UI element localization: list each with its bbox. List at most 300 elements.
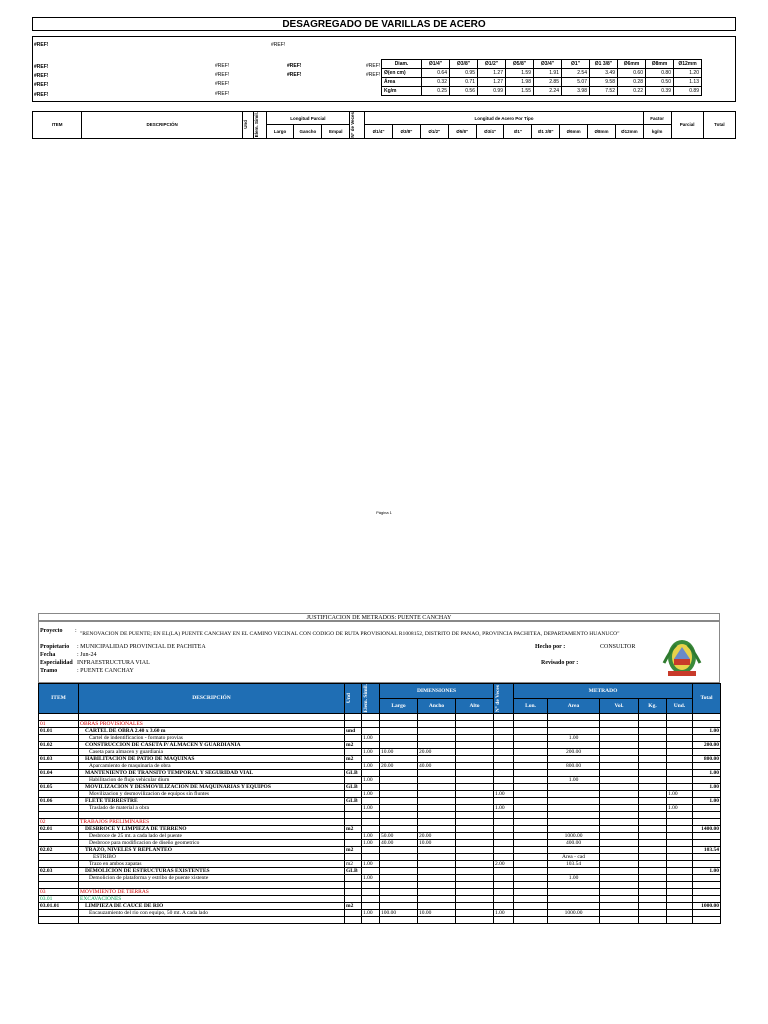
cell-elem <box>362 713 380 720</box>
cell-vol <box>600 825 639 832</box>
cell-alto <box>456 874 494 881</box>
cell-item <box>39 853 79 860</box>
cell-desc: EXCAVACIONES <box>79 895 345 902</box>
cell-und <box>345 909 362 916</box>
cell-veces <box>494 741 514 748</box>
cell-ancho <box>418 797 456 804</box>
cell-vol <box>600 888 639 895</box>
cell-vol <box>600 839 639 846</box>
cell-und2 <box>667 762 693 769</box>
col-longitud-parcial: Longitud Parcial <box>266 112 350 125</box>
col-kg: Kg. <box>639 698 667 713</box>
cell-veces <box>494 783 514 790</box>
cell-veces <box>494 769 514 776</box>
diameter-row <box>382 69 702 78</box>
cell-veces <box>494 881 514 888</box>
header-cell: Ø1" <box>562 60 590 69</box>
col-tipo: Ø8mm <box>588 125 616 138</box>
cell-und2 <box>667 727 693 734</box>
cell-ancho <box>418 804 456 811</box>
cell-veces <box>494 748 514 755</box>
header-cell: Diam. <box>382 60 422 69</box>
cell-item: 01.02 <box>39 741 79 748</box>
cell-kg <box>639 853 667 860</box>
value-cell: 9.58 <box>590 78 618 87</box>
cell-alto <box>456 867 494 874</box>
cell-item <box>39 762 79 769</box>
cell-vol <box>600 811 639 818</box>
cell-area <box>548 720 600 727</box>
ref-cell: #REF! <box>34 92 49 98</box>
value-cell: 1.55 <box>506 87 534 96</box>
cell-item: 01.01 <box>39 727 79 734</box>
value-cell: 0.99 <box>478 87 506 96</box>
cell-und <box>345 832 362 839</box>
cell-kg <box>639 846 667 853</box>
cell-und: GLB <box>345 769 362 776</box>
cell-kg <box>639 748 667 755</box>
cell-ancho: 10.00 <box>418 839 456 846</box>
cell-elem <box>362 720 380 727</box>
cell-desc: TRAZO, NIVELES Y REPLANTEO <box>79 846 345 853</box>
cell-und2 <box>667 769 693 776</box>
cell-und2 <box>667 853 693 860</box>
cell-und: m2 <box>345 860 362 867</box>
cell-total <box>693 874 721 881</box>
cell-item: 02 <box>39 818 79 825</box>
cell-lon <box>514 853 548 860</box>
cell-elem: 1.00 <box>362 762 380 769</box>
cell-und <box>345 874 362 881</box>
header-cell: Ø5/8" <box>506 60 534 69</box>
cell-ancho <box>418 776 456 783</box>
value-cell: 0.25 <box>422 87 450 96</box>
cell-elem <box>362 825 380 832</box>
cell-alto <box>456 762 494 769</box>
cell-und2 <box>667 888 693 895</box>
cell-und <box>345 888 362 895</box>
cell-kg <box>639 720 667 727</box>
cell-elem: 1.00 <box>362 874 380 881</box>
cell-area <box>548 846 600 853</box>
cell-desc: Encauzamiento del rio con equipo, 50 mt. A cada lado <box>79 909 345 916</box>
cell-lon <box>514 734 548 741</box>
cell-ancho <box>418 741 456 748</box>
col-gancho: Gancho <box>294 125 322 138</box>
header-cell: Ø1 3/8" <box>590 60 618 69</box>
ref-cell: #REF! <box>215 91 230 97</box>
cell-desc: MANTENIENTO DE TRANSITO TEMPORAL Y SEGURIDAD VIAL <box>79 769 345 776</box>
col-largo: Largo <box>380 698 418 713</box>
col-und <box>243 112 254 139</box>
cell-elem: 1.00 <box>362 790 380 797</box>
cell-vol <box>600 909 639 916</box>
table-row <box>39 818 721 825</box>
cell-largo <box>380 825 418 832</box>
col-kgm: kg/m <box>643 125 671 138</box>
especialidad-value: INFRAESTRUCTURA VIAL <box>77 660 150 666</box>
cell-und2 <box>667 860 693 867</box>
col-longitud-tipo: Longitud de Acero Por Tipo <box>365 112 644 125</box>
cell-und2 <box>667 755 693 762</box>
cell-elem <box>362 797 380 804</box>
cell-und2 <box>667 895 693 902</box>
cell-area <box>548 825 600 832</box>
cell-und2 <box>667 797 693 804</box>
cell-total <box>693 720 721 727</box>
cell-und2 <box>667 748 693 755</box>
cell-und: m2 <box>345 825 362 832</box>
cell-veces <box>494 902 514 909</box>
cell-kg <box>639 818 667 825</box>
cell-total: 200.00 <box>693 741 721 748</box>
cell-item: 02.02 <box>39 846 79 853</box>
cell-lon <box>514 909 548 916</box>
cell-item <box>39 734 79 741</box>
cell-und2 <box>667 825 693 832</box>
cell-ancho <box>418 916 456 923</box>
col-tipo: Ø1/2" <box>420 125 448 138</box>
col-tipo: Ø1 3/8" <box>532 125 560 138</box>
cell-area: 1.00 <box>548 776 600 783</box>
cell-alto <box>456 853 494 860</box>
cell-und <box>345 818 362 825</box>
propietario-value: : MUNICIPALIDAD PROVINCIAL DE PACHITEA <box>77 644 206 650</box>
diameter-table <box>381 59 702 96</box>
cell-vol <box>600 874 639 881</box>
cell-und2 <box>667 811 693 818</box>
cell-item <box>39 909 79 916</box>
cell-vol <box>600 846 639 853</box>
cell-und2 <box>667 720 693 727</box>
cell-kg <box>639 860 667 867</box>
cell-total <box>693 713 721 720</box>
cell-vol <box>600 832 639 839</box>
col-vol: Vol. <box>600 698 639 713</box>
cell-item <box>39 874 79 881</box>
revisado-por-label: Revisado por : <box>541 660 579 666</box>
table-row <box>39 776 721 783</box>
cell-item: 01 <box>39 720 79 727</box>
cell-vol <box>600 818 639 825</box>
proyecto-label: Proyecto <box>40 628 63 634</box>
cell-desc: Habilitacion de flujo vehicular diurn <box>79 776 345 783</box>
value-cell: 0.39 <box>646 87 674 96</box>
cell-und2 <box>667 783 693 790</box>
cell-largo <box>380 797 418 804</box>
ref-cell: #REF! <box>271 42 286 48</box>
cell-ancho <box>418 846 456 853</box>
cell-und2 <box>667 846 693 853</box>
und-label: Und <box>243 120 249 130</box>
cell-area: 1.00 <box>548 874 600 881</box>
cell-und <box>345 734 362 741</box>
table-row <box>39 790 721 797</box>
col-alto: Alto <box>456 698 494 713</box>
cell-total <box>693 832 721 839</box>
cell-largo <box>380 720 418 727</box>
cell-area <box>548 755 600 762</box>
colon: : <box>75 628 77 634</box>
cell-area <box>548 797 600 804</box>
cell-kg <box>639 916 667 923</box>
cell-vol <box>600 727 639 734</box>
rebar-header-table <box>32 111 736 139</box>
cell-item <box>39 776 79 783</box>
cell-desc <box>79 881 345 888</box>
cell-area <box>548 916 600 923</box>
cell-lon <box>514 811 548 818</box>
cell-kg <box>639 727 667 734</box>
cell-und <box>345 853 362 860</box>
table-row <box>39 748 721 755</box>
cell-area: 1000.00 <box>548 832 600 839</box>
header-cell: Ø1/4" <box>422 60 450 69</box>
table-row <box>39 734 721 741</box>
cell-total <box>693 776 721 783</box>
cell-vol <box>600 804 639 811</box>
cell-und2 <box>667 832 693 839</box>
cell-desc <box>79 713 345 720</box>
cell-und2: 1.00 <box>667 804 693 811</box>
cell-lon <box>514 881 548 888</box>
col-factor: Factor <box>643 112 671 125</box>
cell-elem: 1.00 <box>362 804 380 811</box>
header-cell: Ø1/2" <box>478 60 506 69</box>
cell-ancho <box>418 867 456 874</box>
cell-und: m2 <box>345 846 362 853</box>
cell-total <box>693 818 721 825</box>
cell-elem: 1.00 <box>362 839 380 846</box>
value-cell: 1.20 <box>674 69 702 78</box>
cell-total: 1.00 <box>693 783 721 790</box>
col-parcial: Parcial <box>671 112 703 139</box>
cell-desc: Movilizacion y desmovilizacion de equipos sin fluntes <box>79 790 345 797</box>
cell-largo: 100.00 <box>380 909 418 916</box>
row-label: Área <box>382 78 422 87</box>
cell-ancho <box>418 881 456 888</box>
cell-largo <box>380 895 418 902</box>
cell-largo <box>380 860 418 867</box>
cell-vol <box>600 860 639 867</box>
cell-largo <box>380 888 418 895</box>
cell-veces <box>494 797 514 804</box>
cell-area <box>548 790 600 797</box>
cell-largo: 50.00 <box>380 832 418 839</box>
cell-item: 02.01 <box>39 825 79 832</box>
cell-total <box>693 804 721 811</box>
value-cell: 3.98 <box>562 87 590 96</box>
ref-cell: #REF! <box>287 72 302 78</box>
col-elem-simil <box>362 684 380 714</box>
cell-veces: 1.00 <box>494 909 514 916</box>
cell-desc: ESTRIBO <box>79 853 345 860</box>
cell-und <box>345 713 362 720</box>
value-cell: 2.54 <box>562 69 590 78</box>
metrados-table <box>38 683 721 924</box>
cell-vol <box>600 783 639 790</box>
cell-veces <box>494 818 514 825</box>
cell-ancho <box>418 888 456 895</box>
col-tipo: Ø3/4" <box>476 125 504 138</box>
cell-vol <box>600 776 639 783</box>
col-tipo: Ø1/4" <box>365 125 393 138</box>
cell-und <box>345 839 362 846</box>
cell-elem: 1.00 <box>362 860 380 867</box>
cell-ancho <box>418 727 456 734</box>
cell-kg <box>639 902 667 909</box>
cell-elem: 1.00 <box>362 909 380 916</box>
cell-item <box>39 860 79 867</box>
cell-lon <box>514 888 548 895</box>
header-cell: Ø3/4" <box>534 60 562 69</box>
cell-vol <box>600 762 639 769</box>
propietario-label: Propietario <box>40 644 70 650</box>
cell-kg <box>639 888 667 895</box>
cell-total: 103.54 <box>693 846 721 853</box>
table-row <box>39 720 721 727</box>
table-row <box>39 811 721 818</box>
cell-kg <box>639 713 667 720</box>
cell-area <box>548 867 600 874</box>
cell-veces: 2.00 <box>494 860 514 867</box>
cell-alto <box>456 804 494 811</box>
cell-largo <box>380 734 418 741</box>
cell-vol <box>600 867 639 874</box>
cell-und <box>345 748 362 755</box>
col-item: ITEM <box>39 684 79 714</box>
cell-ancho: 20.00 <box>418 832 456 839</box>
cell-alto <box>456 748 494 755</box>
cell-und2 <box>667 881 693 888</box>
cell-alto <box>456 832 494 839</box>
cell-vol <box>600 790 639 797</box>
cell-largo: 20.00 <box>380 762 418 769</box>
col-elem-simil <box>253 112 266 139</box>
cell-largo <box>380 776 418 783</box>
cell-lon <box>514 797 548 804</box>
cell-vol <box>600 748 639 755</box>
cell-desc: FLETE TERRESTRE <box>79 797 345 804</box>
cell-area <box>548 713 600 720</box>
cell-alto <box>456 720 494 727</box>
cell-total <box>693 790 721 797</box>
table-row <box>39 888 721 895</box>
cell-lon <box>514 804 548 811</box>
cell-largo <box>380 741 418 748</box>
cell-ancho <box>418 895 456 902</box>
cell-lon <box>514 741 548 748</box>
row-label: Ø(en cm) <box>382 69 422 78</box>
cell-kg <box>639 832 667 839</box>
ref-cell: #REF! <box>366 63 381 69</box>
ref-cell: #REF! <box>34 64 49 70</box>
cell-total: 800.00 <box>693 755 721 762</box>
cell-veces <box>494 720 514 727</box>
cell-largo <box>380 783 418 790</box>
cell-kg <box>639 741 667 748</box>
cell-lon <box>514 755 548 762</box>
cell-ancho <box>418 755 456 762</box>
cell-elem: 1.00 <box>362 832 380 839</box>
cell-elem <box>362 895 380 902</box>
cell-elem <box>362 811 380 818</box>
cell-largo <box>380 902 418 909</box>
cell-total <box>693 853 721 860</box>
cell-item <box>39 811 79 818</box>
cell-area <box>548 888 600 895</box>
cell-und <box>345 762 362 769</box>
cell-und2 <box>667 818 693 825</box>
value-cell: 1.27 <box>478 69 506 78</box>
cell-area <box>548 741 600 748</box>
table-row <box>39 713 721 720</box>
cell-desc: Trazo en ambos zapatas <box>79 860 345 867</box>
cell-elem <box>362 846 380 853</box>
tramo-value: : PUENTE CANCHAY <box>77 668 134 674</box>
cell-total: 1.00 <box>693 727 721 734</box>
table-row <box>39 741 721 748</box>
cell-kg <box>639 797 667 804</box>
value-cell: 2.24 <box>534 87 562 96</box>
cell-und: GLB <box>345 797 362 804</box>
cell-total <box>693 860 721 867</box>
header-cell: Ø6mm <box>618 60 646 69</box>
table-row <box>39 853 721 860</box>
cell-desc: Cartel de indentificacion - formato provias <box>79 734 345 741</box>
cell-elem <box>362 769 380 776</box>
cell-total <box>693 839 721 846</box>
cell-item <box>39 881 79 888</box>
value-cell: 0.22 <box>618 87 646 96</box>
header-cell: Ø12mm <box>674 60 702 69</box>
cell-vol <box>600 769 639 776</box>
cell-largo <box>380 916 418 923</box>
cell-kg <box>639 839 667 846</box>
cell-total: 1.00 <box>693 769 721 776</box>
cell-lon <box>514 720 548 727</box>
cell-lon <box>514 713 548 720</box>
cell-desc: DEMOLICION DE ESTRUCTURAS EXISTENTES <box>79 867 345 874</box>
table-row <box>39 727 721 734</box>
cell-elem: 1.00 <box>362 776 380 783</box>
cell-largo <box>380 853 418 860</box>
cell-ancho <box>418 818 456 825</box>
value-cell: 0.80 <box>646 69 674 78</box>
cell-ancho <box>418 769 456 776</box>
table-row <box>39 867 721 874</box>
cell-veces: 1.00 <box>494 804 514 811</box>
cell-total: 1.00 <box>693 867 721 874</box>
cell-item: 01.06 <box>39 797 79 804</box>
value-cell: 5.07 <box>562 78 590 87</box>
cell-alto <box>456 881 494 888</box>
cell-vol <box>600 713 639 720</box>
cell-lon <box>514 727 548 734</box>
elem-simil-label: Elem. Simil. <box>363 684 369 713</box>
cell-total <box>693 881 721 888</box>
cell-area <box>548 902 600 909</box>
cell-veces <box>494 727 514 734</box>
table-row <box>39 846 721 853</box>
cell-area: Area - cad <box>548 853 600 860</box>
n-veces-label: N° de Veces <box>495 684 501 712</box>
cell-veces <box>494 867 514 874</box>
cell-vol <box>600 734 639 741</box>
especialidad-label: Especialidad <box>40 660 73 666</box>
cell-desc: Demolicion de plataforma y estribo de puente xistente <box>79 874 345 881</box>
value-cell: 2.85 <box>534 78 562 87</box>
